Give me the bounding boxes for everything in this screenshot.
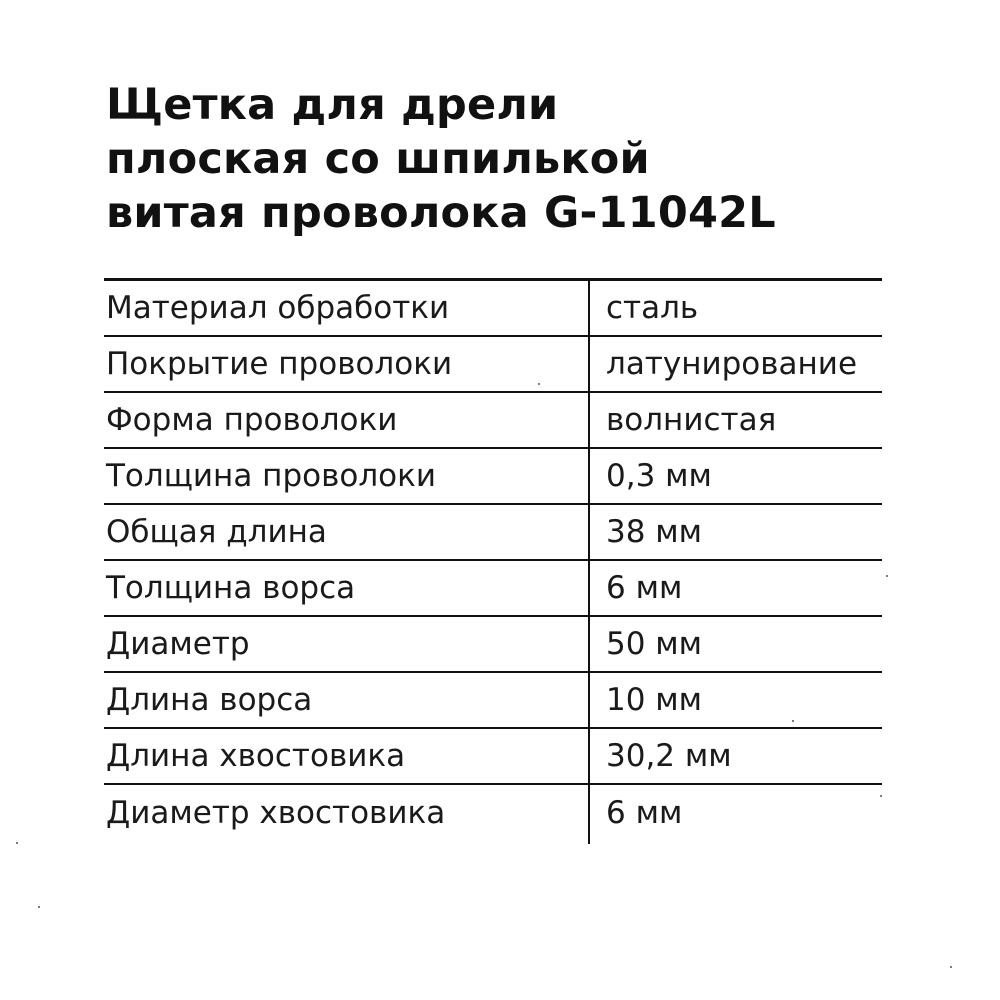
spec-value: 10 мм — [606, 682, 703, 718]
spec-row-bristle-length — [104, 673, 882, 729]
spec-value: латунирование — [606, 346, 858, 382]
scan-speck — [886, 575, 888, 577]
spec-row-shank-diameter — [104, 785, 882, 841]
column-divider — [588, 281, 590, 844]
scan-speck — [950, 966, 952, 968]
spec-label: Материал обработки — [106, 290, 450, 326]
spec-label: Диаметр — [106, 626, 250, 662]
spec-label: Форма проволоки — [106, 402, 398, 438]
spec-label: Покрытие проволоки — [106, 346, 453, 382]
specifications-table — [104, 278, 882, 841]
scan-speck — [38, 906, 40, 908]
spec-row-shank-length — [104, 729, 882, 785]
product-title — [106, 78, 776, 240]
spec-value: 6 мм — [606, 570, 683, 606]
scan-speck — [880, 795, 882, 797]
spec-label: Толщина проволоки — [106, 458, 436, 494]
spec-row-bristle-thickness — [104, 561, 882, 617]
scan-speck — [792, 720, 794, 722]
spec-row-coating — [104, 337, 882, 393]
spec-value: 30,2 мм — [606, 738, 732, 774]
spec-label: Длина хвостовика — [106, 738, 406, 774]
spec-row-wire-shape — [104, 393, 882, 449]
spec-label: Толщина ворса — [106, 570, 356, 606]
spec-label: Длина ворса — [106, 682, 313, 718]
spec-label: Диаметр хвостовика — [106, 795, 446, 831]
title-line-2: плоская со шпилькой — [106, 134, 650, 184]
title-line-3: витая проволока G-11042L — [106, 188, 776, 238]
spec-row-diameter — [104, 617, 882, 673]
spec-value: 38 мм — [606, 514, 703, 550]
spec-value: 50 мм — [606, 626, 703, 662]
spec-value: 6 мм — [606, 795, 683, 831]
scan-speck — [538, 383, 540, 385]
spec-row-total-length — [104, 505, 882, 561]
title-line-1: Щетка для дрели — [106, 80, 559, 130]
spec-label: Общая длина — [106, 514, 327, 550]
spec-row-material — [104, 281, 882, 337]
scan-speck — [16, 842, 18, 844]
spec-value: сталь — [606, 290, 699, 326]
spec-value: волнистая — [606, 402, 777, 438]
spec-row-wire-thickness — [104, 449, 882, 505]
spec-value: 0,3 мм — [606, 458, 712, 494]
